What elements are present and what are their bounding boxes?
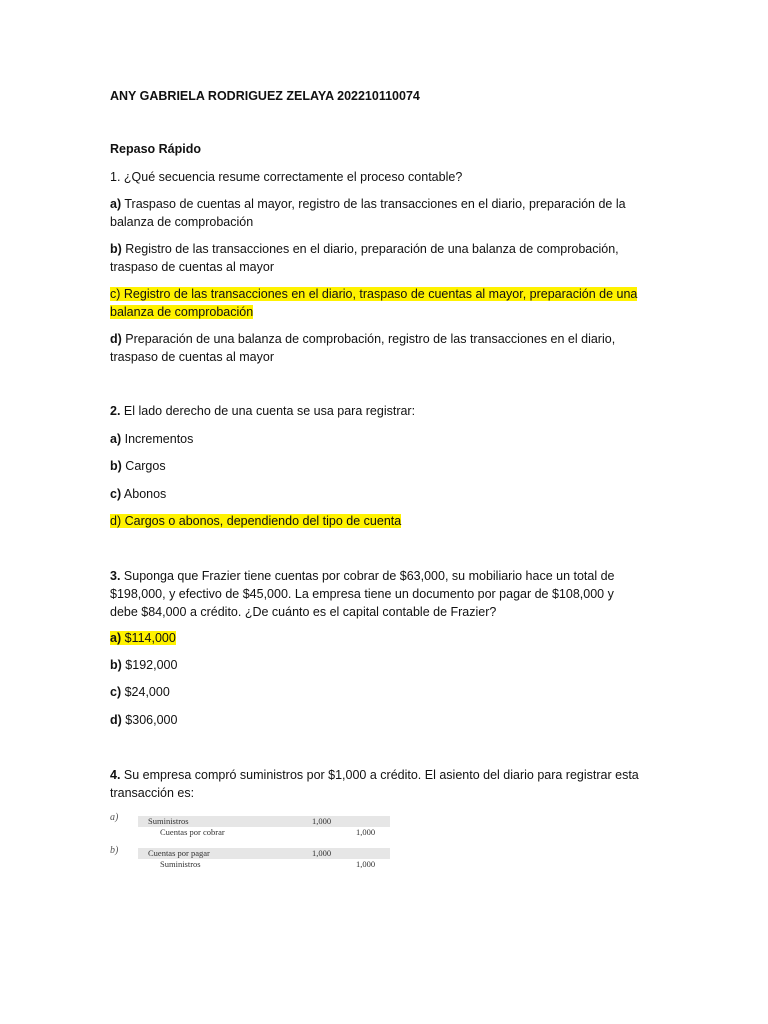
q1-option-d-line1: d) Preparación de una balanza de comprobación, registro de las transacciones en el diario, xyxy=(110,332,616,346)
journal-entry-figure xyxy=(110,812,390,872)
q2-question: 2. El lado derecho de una cuenta se usa para registrar: xyxy=(110,404,416,418)
figure-a-debit-amount: 1,000 xyxy=(312,816,332,826)
figure-a-credit-amount: 1,000 xyxy=(356,827,376,837)
q2-option-b: b) Cargos xyxy=(110,459,166,473)
figure-a-credit-row xyxy=(138,827,390,838)
q3-option-b: b) $192,000 xyxy=(110,658,178,672)
section-title: Repaso Rápido xyxy=(110,142,201,156)
q3-option-c: c) $24,000 xyxy=(110,685,170,699)
figure-b-credit-account: Suministros xyxy=(160,859,201,869)
figure-b-credit-row xyxy=(138,859,390,870)
q3-question-line2: $198,000, y efectivo de $45,000. La empresa tiene un documento por pagar de $108,000 y xyxy=(110,587,614,601)
q1-option-b-line1: b) Registro de las transacciones en el diario, preparación de una balanza de comprobación, xyxy=(110,242,619,256)
q4-question-line1: 4. Su empresa compró suministros por $1,000 a crédito. El asiento del diario para registrar esta xyxy=(110,768,639,782)
figure-a-debit-account: Suministros xyxy=(148,816,189,826)
q1-option-a-line2: balanza de comprobación xyxy=(110,215,254,229)
q1-option-d-line2: traspaso de cuentas al mayor xyxy=(110,350,274,364)
q2-option-d: d) Cargos o abonos, dependiendo del tipo de cuenta xyxy=(110,514,402,528)
q1-question: 1. ¿Qué secuencia resume correctamente el proceso contable? xyxy=(110,170,463,184)
student-name-header: ANY GABRIELA RODRIGUEZ ZELAYA 202210110074 xyxy=(110,89,420,103)
figure-b-debit-account: Cuentas por pagar xyxy=(148,848,210,858)
figure-b-credit-amount: 1,000 xyxy=(356,859,376,869)
q2-option-c: c) Abonos xyxy=(110,487,167,501)
q1-option-a-line1: a) Traspaso de cuentas al mayor, registro de las transacciones en el diario, preparación de la xyxy=(110,197,626,211)
q1-option-c-line2: balanza de comprobación xyxy=(110,305,254,319)
q1-option-c-line1: c) Registro de las transacciones en el diario, traspaso de cuentas al mayor, preparación de una xyxy=(110,287,638,301)
figure-b-debit-row xyxy=(138,848,390,859)
q1-option-b-line2: traspaso de cuentas al mayor xyxy=(110,260,274,274)
figure-option-b-label: b) xyxy=(110,845,119,856)
figure-a-credit-account: Cuentas por cobrar xyxy=(160,827,225,837)
q3-option-a: a) $114,000 xyxy=(110,631,176,645)
q3-question-line3: debe $84,000 a crédito. ¿De cuánto es el capital contable de Frazier? xyxy=(110,605,497,619)
q4-question-line2: transacción es: xyxy=(110,786,195,800)
figure-option-a-label: a) xyxy=(110,812,119,823)
figure-b-debit-amount: 1,000 xyxy=(312,848,332,858)
q3-question-line1: 3. Suponga que Frazier tiene cuentas por cobrar de $63,000, su mobiliario hace un total de xyxy=(110,569,615,583)
figure-a-debit-row xyxy=(138,816,390,827)
q3-option-d: d) $306,000 xyxy=(110,713,178,727)
q2-option-a: a) Incrementos xyxy=(110,432,194,446)
